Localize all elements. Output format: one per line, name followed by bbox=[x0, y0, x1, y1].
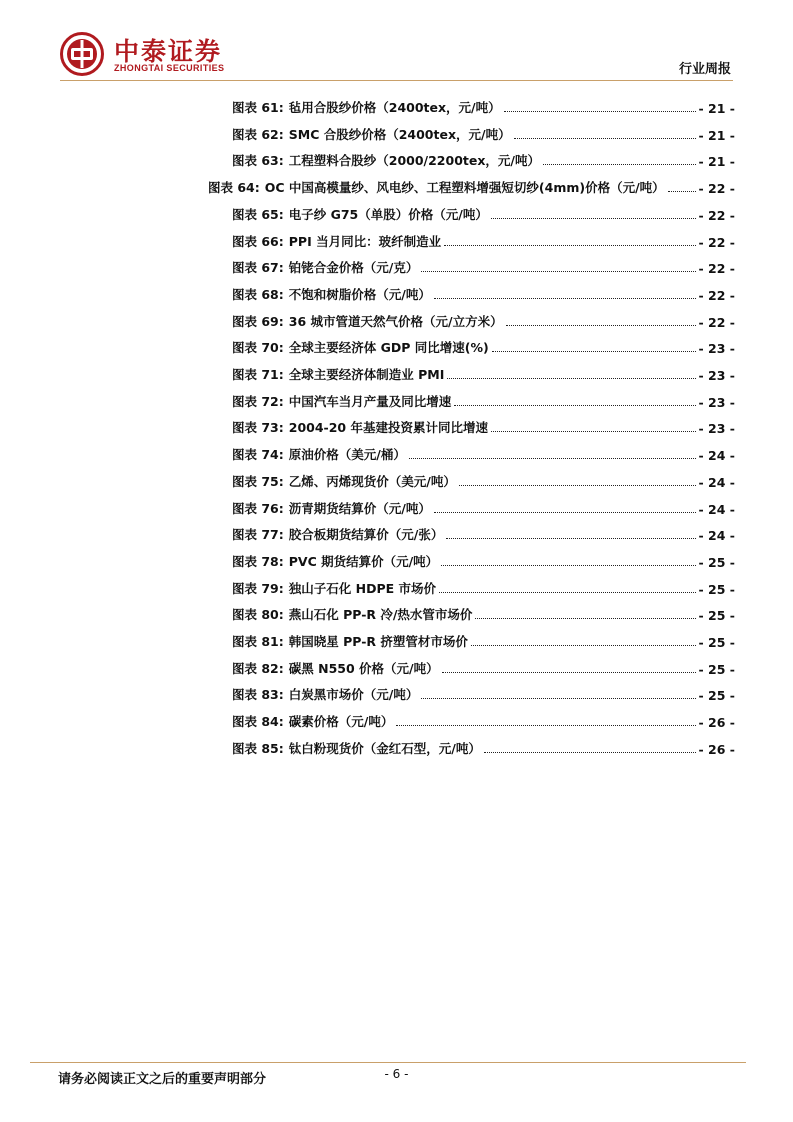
toc-entry-label: 图表 62: bbox=[232, 126, 284, 142]
toc-entry[interactable] bbox=[232, 203, 735, 223]
toc-dot-leader bbox=[543, 164, 696, 165]
toc-entry-title bbox=[232, 712, 393, 730]
brand-name-cn: 中泰证券 bbox=[114, 37, 223, 66]
toc-entry-label: 图表 77: bbox=[232, 527, 284, 543]
toc-entry-label: 图表 65: bbox=[232, 206, 284, 222]
toc-entry-label: 图表 61: bbox=[232, 100, 284, 115]
toc-dot-leader bbox=[447, 378, 695, 379]
toc-dot-leader bbox=[471, 645, 696, 646]
toc-entry-title bbox=[232, 445, 406, 463]
toc-entry-caption: 独山子石化 HDPE 市场价 bbox=[288, 580, 436, 596]
toc-entry-page: - 22 - bbox=[698, 181, 735, 197]
toc-dot-leader bbox=[444, 245, 695, 246]
toc-entry-page: - 21 - bbox=[698, 101, 735, 116]
toc-entry-caption: 碳素价格（元/吨） bbox=[288, 714, 394, 730]
toc-entry-title bbox=[232, 205, 488, 223]
toc-entry-page: - 25 - bbox=[698, 635, 735, 650]
toc-entry-title bbox=[232, 659, 439, 677]
toc-entry-label: 图表 81: bbox=[232, 634, 284, 649]
toc-entry-label: 图表 84: bbox=[232, 714, 284, 730]
toc-entry-caption: 钛白粉现货价（金红石型，元/吨） bbox=[288, 740, 481, 756]
zhongtai-logo-icon bbox=[60, 32, 104, 76]
company-logo bbox=[60, 32, 250, 78]
toc-entry-page: - 21 - bbox=[698, 127, 735, 143]
toc-entry-caption: 铂铑合金价格（元/克） bbox=[288, 260, 419, 276]
toc-entry-title bbox=[232, 499, 431, 517]
page-header bbox=[0, 0, 793, 85]
toc-entry[interactable] bbox=[232, 443, 735, 463]
toc-entry-caption: 中国汽车当月产量及同比增速 bbox=[288, 393, 452, 409]
toc-entry-page: - 25 - bbox=[698, 581, 735, 597]
toc-entry-title bbox=[232, 579, 436, 597]
toc-dot-leader bbox=[441, 565, 695, 566]
toc-entry-caption: 工程塑料合股纱（2000/2200tex，元/吨） bbox=[288, 153, 540, 169]
toc-entry[interactable] bbox=[232, 256, 735, 276]
toc-dot-leader bbox=[504, 111, 696, 112]
toc-dot-leader bbox=[514, 138, 696, 139]
toc-entry-label: 图表 83: bbox=[232, 687, 284, 703]
toc-entry[interactable] bbox=[232, 603, 735, 623]
toc-dot-leader bbox=[396, 725, 695, 726]
toc-entry-caption: 韩国晓星 PP-R 挤塑管材市场价 bbox=[288, 634, 468, 649]
toc-entry-label: 图表 80: bbox=[232, 607, 284, 623]
toc-entry-title bbox=[232, 258, 418, 276]
toc-entry-page: - 24 - bbox=[698, 474, 735, 490]
toc-entry-page: - 23 - bbox=[698, 341, 735, 357]
toc-entry[interactable] bbox=[232, 710, 735, 730]
report-type: 行业周报 bbox=[678, 62, 731, 77]
toc-entry[interactable] bbox=[232, 96, 735, 116]
toc-entry-page: - 22 - bbox=[698, 234, 735, 250]
toc-entry-page: - 26 - bbox=[698, 715, 735, 731]
toc-entry-title bbox=[232, 312, 503, 330]
toc-entry-page: - 23 - bbox=[698, 368, 735, 383]
toc-entry-page: - 25 - bbox=[698, 661, 735, 677]
toc-dot-leader bbox=[459, 485, 696, 486]
toc-entry[interactable] bbox=[232, 230, 735, 250]
toc-entry[interactable] bbox=[232, 630, 735, 650]
toc-entry-page: - 24 - bbox=[698, 448, 735, 464]
toc-entry-label: 图表 67: bbox=[232, 260, 284, 276]
toc-dot-leader bbox=[421, 271, 695, 272]
toc-entry-page: - 24 - bbox=[698, 528, 735, 544]
toc-entry[interactable] bbox=[232, 363, 735, 383]
toc-entry[interactable] bbox=[232, 470, 735, 490]
toc-dot-leader bbox=[446, 538, 695, 539]
toc-entry[interactable] bbox=[232, 390, 735, 410]
toc-entry[interactable] bbox=[232, 336, 735, 356]
toc-entry-title bbox=[232, 125, 511, 143]
toc-entry-label: 图表 72: bbox=[232, 393, 284, 409]
toc-entry-caption: SMC 合股纱价格（2400tex，元/吨） bbox=[288, 126, 511, 142]
toc-entry-label: 图表 85: bbox=[232, 740, 284, 756]
toc-entry[interactable] bbox=[232, 683, 735, 703]
toc-entry-page: - 24 - bbox=[698, 501, 735, 517]
toc-entry-page: - 25 - bbox=[698, 554, 735, 570]
toc-entry-label: 图表 75: bbox=[232, 473, 284, 489]
toc-entry[interactable] bbox=[232, 577, 735, 597]
toc-entry-caption: 白炭黑市场价（元/吨） bbox=[288, 687, 419, 703]
toc-dot-leader bbox=[492, 351, 696, 352]
toc-dot-leader bbox=[434, 512, 696, 513]
toc-entry[interactable] bbox=[232, 283, 735, 303]
toc-entry-title bbox=[208, 178, 665, 196]
toc-entry-page: - 22 - bbox=[698, 314, 735, 330]
toc-entry-caption: PVC 期货结算价（元/吨） bbox=[288, 553, 439, 569]
brand-name-en: ZHONGTAI SECURITIES bbox=[114, 63, 225, 73]
toc-entry-label: 图表 70: bbox=[232, 340, 284, 356]
toc-entry-title bbox=[232, 365, 444, 383]
toc-entry-page: - 22 - bbox=[698, 287, 735, 303]
toc-entry-caption: 胶合板期货结算价（元/张） bbox=[288, 527, 444, 543]
toc-dot-leader bbox=[454, 405, 695, 406]
toc-entry-caption: 乙烯、丙烯现货价（美元/吨） bbox=[288, 473, 456, 489]
toc-entry-label: 图表 74: bbox=[232, 447, 284, 463]
toc-entry-label: 图表 66: bbox=[232, 233, 284, 249]
toc-dot-leader bbox=[434, 298, 696, 299]
toc-entry-caption: 全球主要经济体 GDP 同比增速(%) bbox=[288, 340, 489, 356]
toc-entry-caption: 全球主要经济体制造业 PMI bbox=[288, 367, 445, 382]
toc-entry-title bbox=[232, 632, 468, 650]
toc-entry[interactable] bbox=[232, 550, 735, 570]
toc-entry[interactable] bbox=[232, 497, 735, 517]
toc-entry-caption: 原油价格（美元/桶） bbox=[288, 447, 406, 463]
toc-entry-page: - 26 - bbox=[698, 741, 735, 757]
toc-entry-page: - 25 - bbox=[698, 688, 735, 704]
toc-entry-label: 图表 76: bbox=[232, 500, 284, 516]
page-number: - 6 - bbox=[384, 1067, 409, 1081]
toc-dot-leader bbox=[491, 431, 696, 432]
toc-entry-label: 图表 82: bbox=[232, 660, 284, 676]
toc-entry[interactable] bbox=[232, 149, 735, 169]
toc-entry-caption: OC 中国高模量纱、风电纱、工程塑料增强短切纱(4mm)价格（元/吨） bbox=[264, 180, 665, 196]
toc-entry-title bbox=[232, 98, 501, 116]
toc-entry-title bbox=[232, 338, 489, 356]
toc-entry-page: - 22 - bbox=[698, 207, 735, 223]
toc-entry[interactable] bbox=[232, 523, 735, 543]
toc-dot-leader bbox=[439, 592, 696, 593]
toc-dot-leader bbox=[484, 752, 696, 753]
toc-entry-caption: 碳黑 N550 价格（元/吨） bbox=[288, 660, 439, 676]
toc-entry-page: - 22 - bbox=[698, 261, 735, 277]
toc-entry[interactable] bbox=[208, 176, 735, 196]
toc-entry-caption: 燕山石化 PP-R 冷/热水管市场价 bbox=[288, 607, 473, 623]
toc-entry-page: - 23 - bbox=[698, 394, 735, 410]
toc-entry-page: - 25 - bbox=[698, 608, 735, 624]
toc-entry-label: 图表 71: bbox=[232, 367, 284, 382]
toc-entry[interactable] bbox=[232, 310, 735, 330]
toc-dot-leader bbox=[668, 191, 696, 192]
toc-entry-title bbox=[232, 392, 451, 410]
toc-entry-title bbox=[232, 525, 443, 543]
toc-entry-label: 图表 69: bbox=[232, 313, 284, 329]
toc-dot-leader bbox=[506, 325, 696, 326]
toc-entry[interactable] bbox=[232, 657, 735, 677]
footer-divider bbox=[30, 1062, 746, 1063]
toc-dot-leader bbox=[475, 618, 695, 619]
toc-dot-leader bbox=[442, 672, 696, 673]
toc-entry-title bbox=[232, 472, 456, 490]
toc-entry-caption: 电子纱 G75（单股）价格（元/吨） bbox=[288, 206, 488, 222]
toc-entry-title bbox=[232, 739, 481, 757]
toc-dot-leader bbox=[409, 458, 696, 459]
toc-entry-page: - 23 - bbox=[698, 421, 735, 437]
toc-dot-leader bbox=[491, 218, 696, 219]
toc-entry[interactable] bbox=[232, 737, 735, 757]
toc-entry-title bbox=[232, 605, 472, 623]
toc-entry-title bbox=[232, 285, 431, 303]
toc-entry-label: 图表 64: bbox=[208, 180, 260, 196]
toc-entry-caption: 毡用合股纱价格（2400tex，元/吨） bbox=[288, 100, 501, 115]
toc-entry-caption: 2004-20 年基建投资累计同比增速 bbox=[288, 420, 488, 436]
toc-dot-leader bbox=[421, 698, 695, 699]
toc-entry-caption: 沥青期货结算价（元/吨） bbox=[288, 500, 431, 516]
toc-entry-title bbox=[232, 151, 540, 169]
toc-entry-label: 图表 68: bbox=[232, 286, 284, 302]
toc-entry-title bbox=[232, 552, 438, 570]
toc-entry-title bbox=[232, 232, 441, 250]
toc-entry[interactable] bbox=[232, 416, 735, 436]
toc-entry-label: 图表 63: bbox=[232, 153, 284, 169]
footer-disclaimer: 请务必阅读正文之后的重要声明部分 bbox=[58, 1072, 267, 1087]
toc-entry-caption: 不饱和树脂价格（元/吨） bbox=[288, 286, 431, 302]
toc-entry-title bbox=[232, 418, 488, 436]
toc-entry-label: 图表 79: bbox=[232, 580, 284, 596]
header-divider bbox=[60, 80, 733, 81]
toc-entry-caption: PPI 当月同比：玻纤制造业 bbox=[288, 233, 442, 249]
toc-entry-page: - 21 - bbox=[698, 154, 735, 170]
toc-entry-title bbox=[232, 685, 418, 703]
toc-entry-label: 图表 73: bbox=[232, 420, 284, 436]
toc-entry-caption: 36 城市管道天然气价格（元/立方米） bbox=[288, 313, 503, 329]
toc-entry[interactable] bbox=[232, 123, 735, 143]
toc-entry-label: 图表 78: bbox=[232, 553, 284, 569]
